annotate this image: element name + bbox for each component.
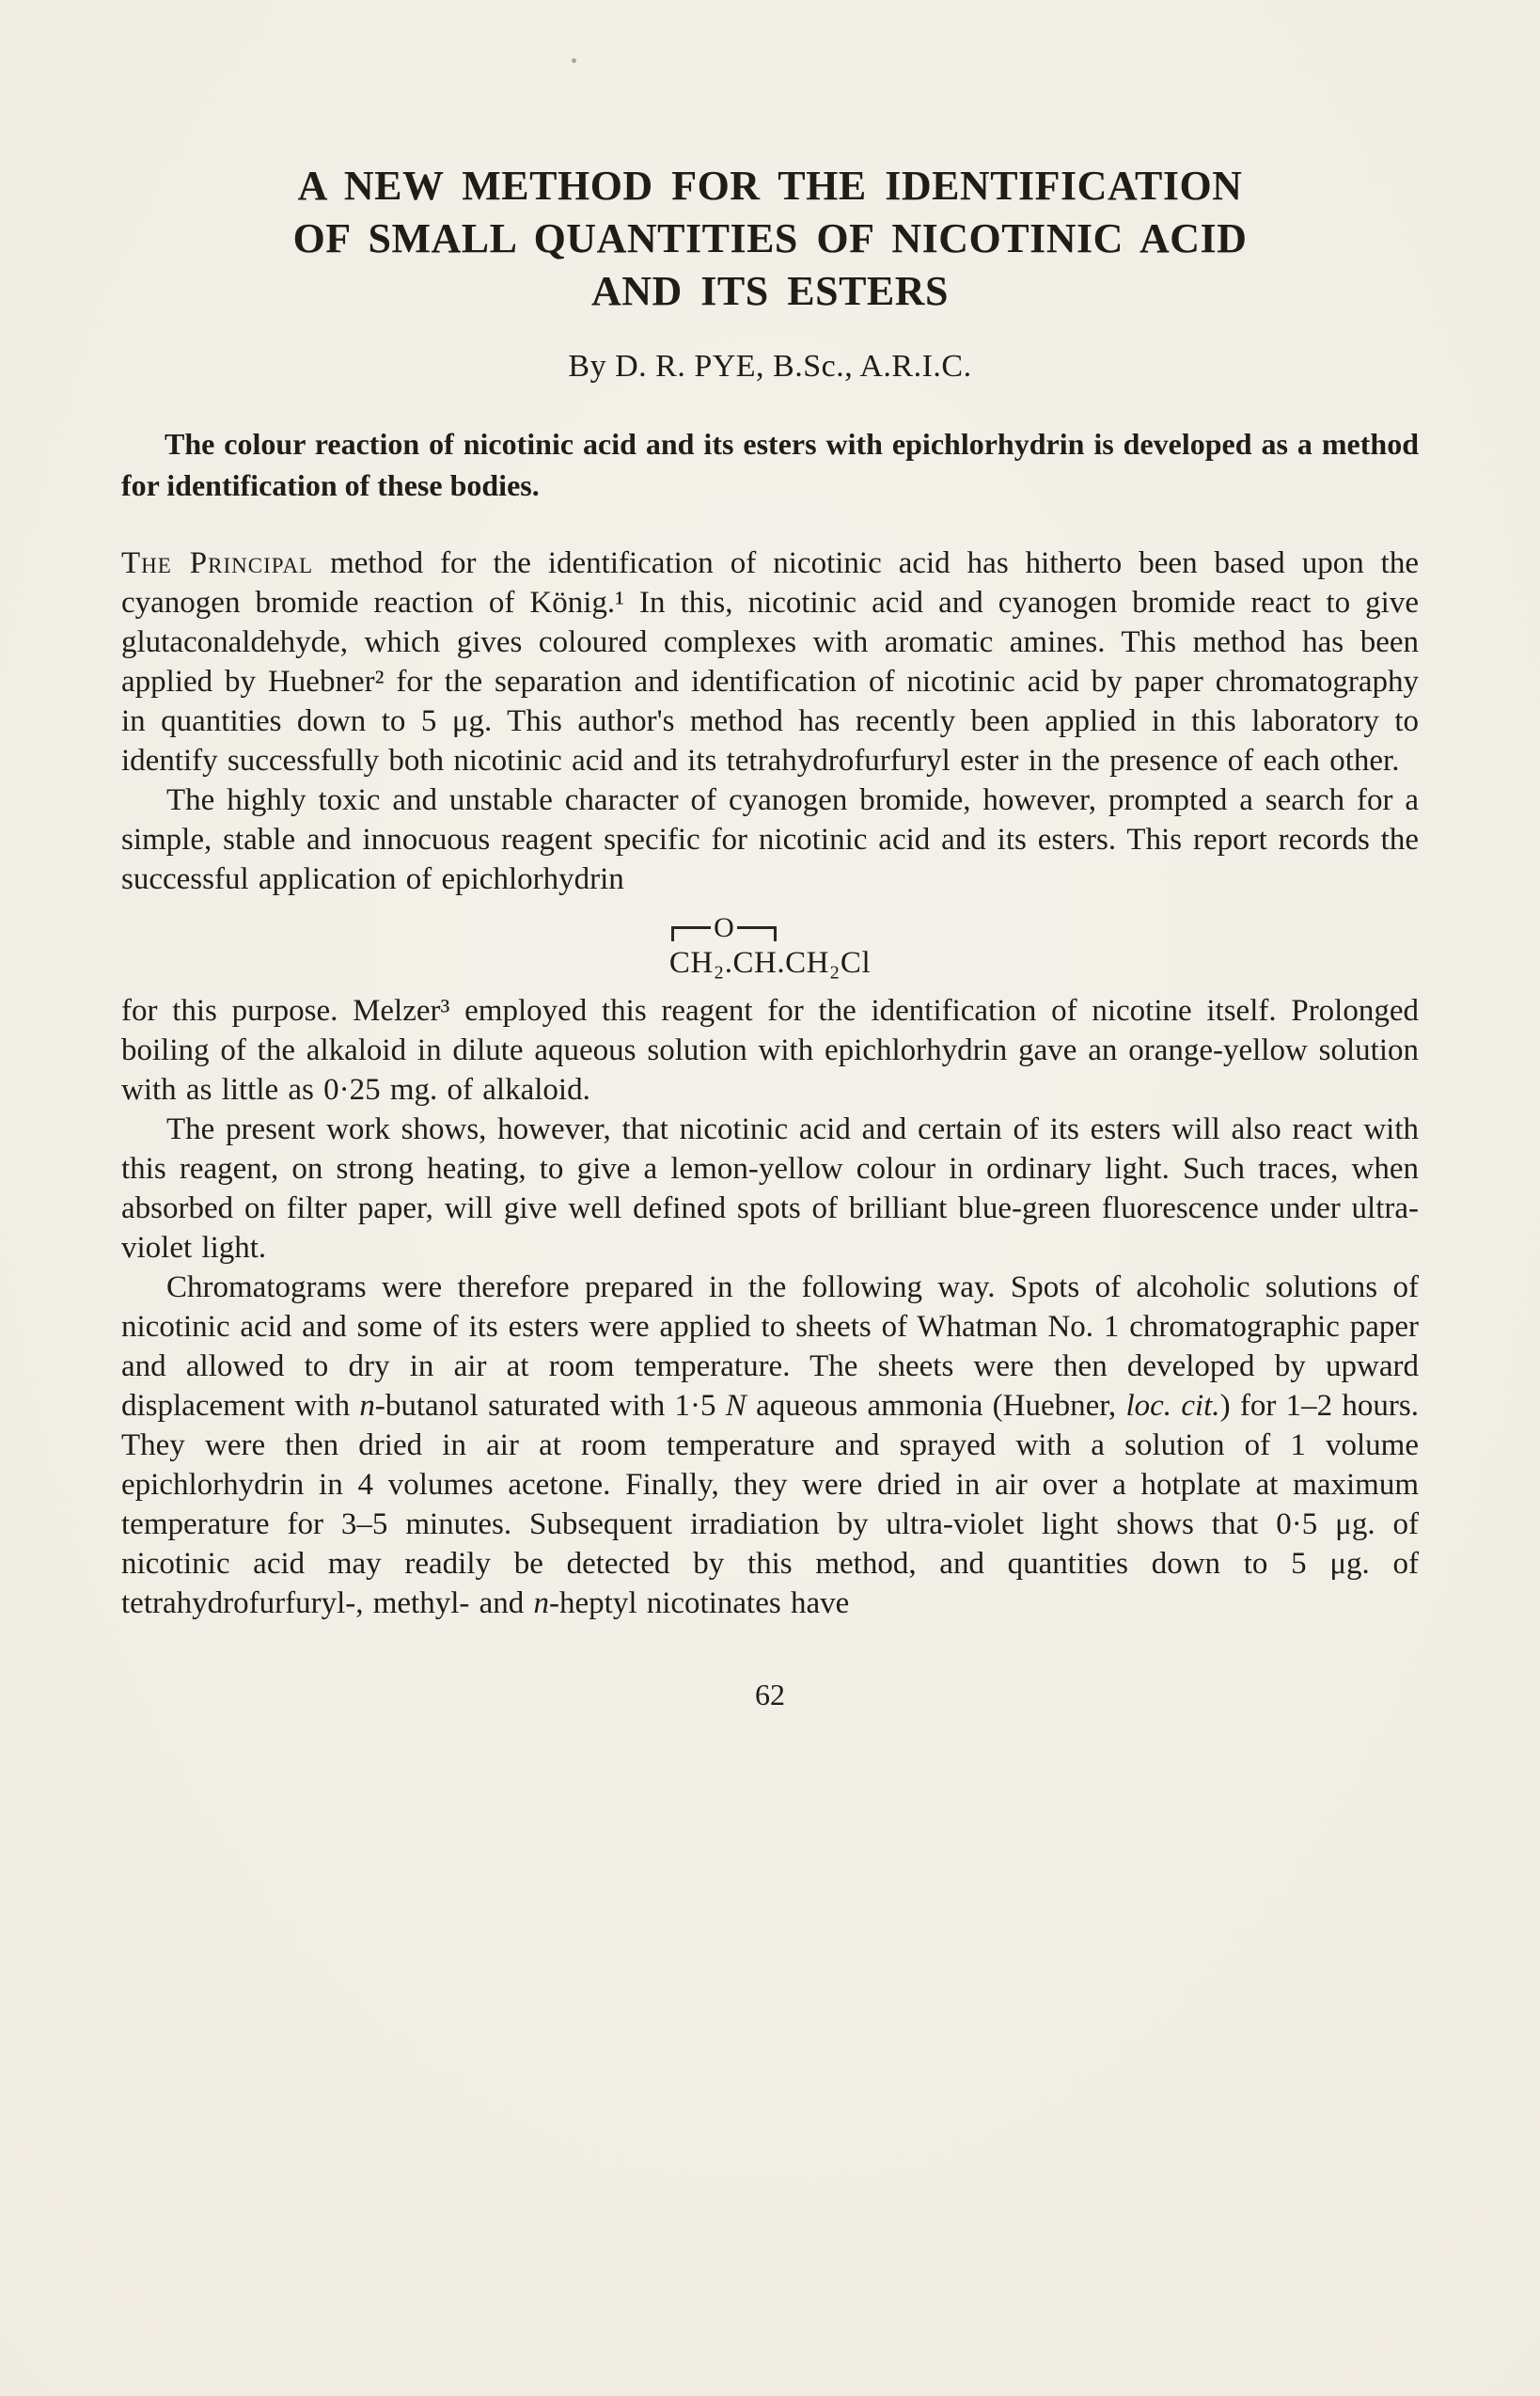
- paragraph-5: Chromatograms were therefore prepared in the following way. Spots of alcoholic solutions of nicotinic acid and some of its esters were applied to sheets of Whatman No. 1 chromatographic paper and allowed to dry in air at room temperature. The sheets were then developed by upward displacement with n-butanol saturated with 1·5 N aqueous ammonia (Huebner, loc. cit.) for 1–2 hours. They were then dried in air at room temperature and sprayed with a solution of 1 volume epichlorhydrin in 4 volumes acetone. Finally, they were dried in air over a hotplate at maximum temperature for 3–5 minutes. Subsequent irradiation by ultra-violet light shows that 0·5 μg. of nicotinic acid may readily be detected by this method, and quantities down to 5 μg. of tetrahydrofurfuryl-, methyl- and n-heptyl nicotinates have: [121, 1270, 1419, 1620]
- title-line-3: AND ITS ESTERS: [590, 268, 950, 314]
- paper-abstract: The colour reaction of nicotinic acid and its esters with epichlorhydrin is developed as a method for identification of these bodies.: [121, 427, 1419, 502]
- epichlorhydrin-formula: [121, 914, 1419, 982]
- bracket-left-segment: [671, 926, 711, 941]
- paper-title: [121, 160, 1419, 318]
- title-line-1: A NEW METHOD FOR THE IDENTIFICATION: [297, 163, 1243, 209]
- paragraph-3: for this purpose. Melzer³ employed this reagent for the identification of nicotine itself. Prolonged boiling of the alkaloid in dilute aqueous solution with epichlorhydrin gave an orange-yellow solution with as little as 0·25 mg. of alkaloid.: [121, 994, 1419, 1107]
- scan-artifact-dot: [572, 58, 576, 63]
- oxygen-atom-label: O: [714, 912, 734, 943]
- paragraph-4: The present work shows, however, that nicotinic acid and certain of its esters will also react with this reagent, on strong heating, to give a lemon-yellow colour in ordinary light. Such traces, when absorbed on filter paper, will give well defined spots of brilliant blue-green fluorescence under ultra-violet light.: [121, 1112, 1419, 1265]
- epoxide-ring-bracket: [671, 914, 777, 942]
- page-number: 62: [755, 1678, 785, 1711]
- formula-text: CH₂.CH.CH₂Cl: [668, 946, 872, 980]
- bracket-right-segment: [737, 926, 777, 941]
- paragraph-2: The highly toxic and unstable character of cyanogen bromide, however, prompted a search for a simple, stable and innocuous reagent specific for nicotinic acid and its esters. This report records the successful application of epichlorhydrin: [121, 783, 1419, 896]
- title-line-2: OF SMALL QUANTITIES OF NICOTINIC ACID: [292, 215, 1248, 261]
- formula-structure: [669, 914, 871, 982]
- page-content: [121, 0, 1419, 1712]
- paper-byline: By D. R. PYE, B.Sc., A.R.I.C.: [568, 349, 972, 384]
- paragraph-1: The Principal method for the identification of nicotinic acid has hitherto been based upon the cyanogen bromide reaction of König.¹ In this, nicotinic acid and cyanogen bromide react to give glutaconaldehyde, which gives coloured complexes with aromatic amines. This method has been applied by Huebner² for the separation and identification of nicotinic acid by paper chromatography in quantities down to 5 μg. This author's method has recently been applied in this laboratory to identify successfully both nicotinic acid and its tetrahydrofurfuryl ester in the presence of each other.: [121, 546, 1419, 778]
